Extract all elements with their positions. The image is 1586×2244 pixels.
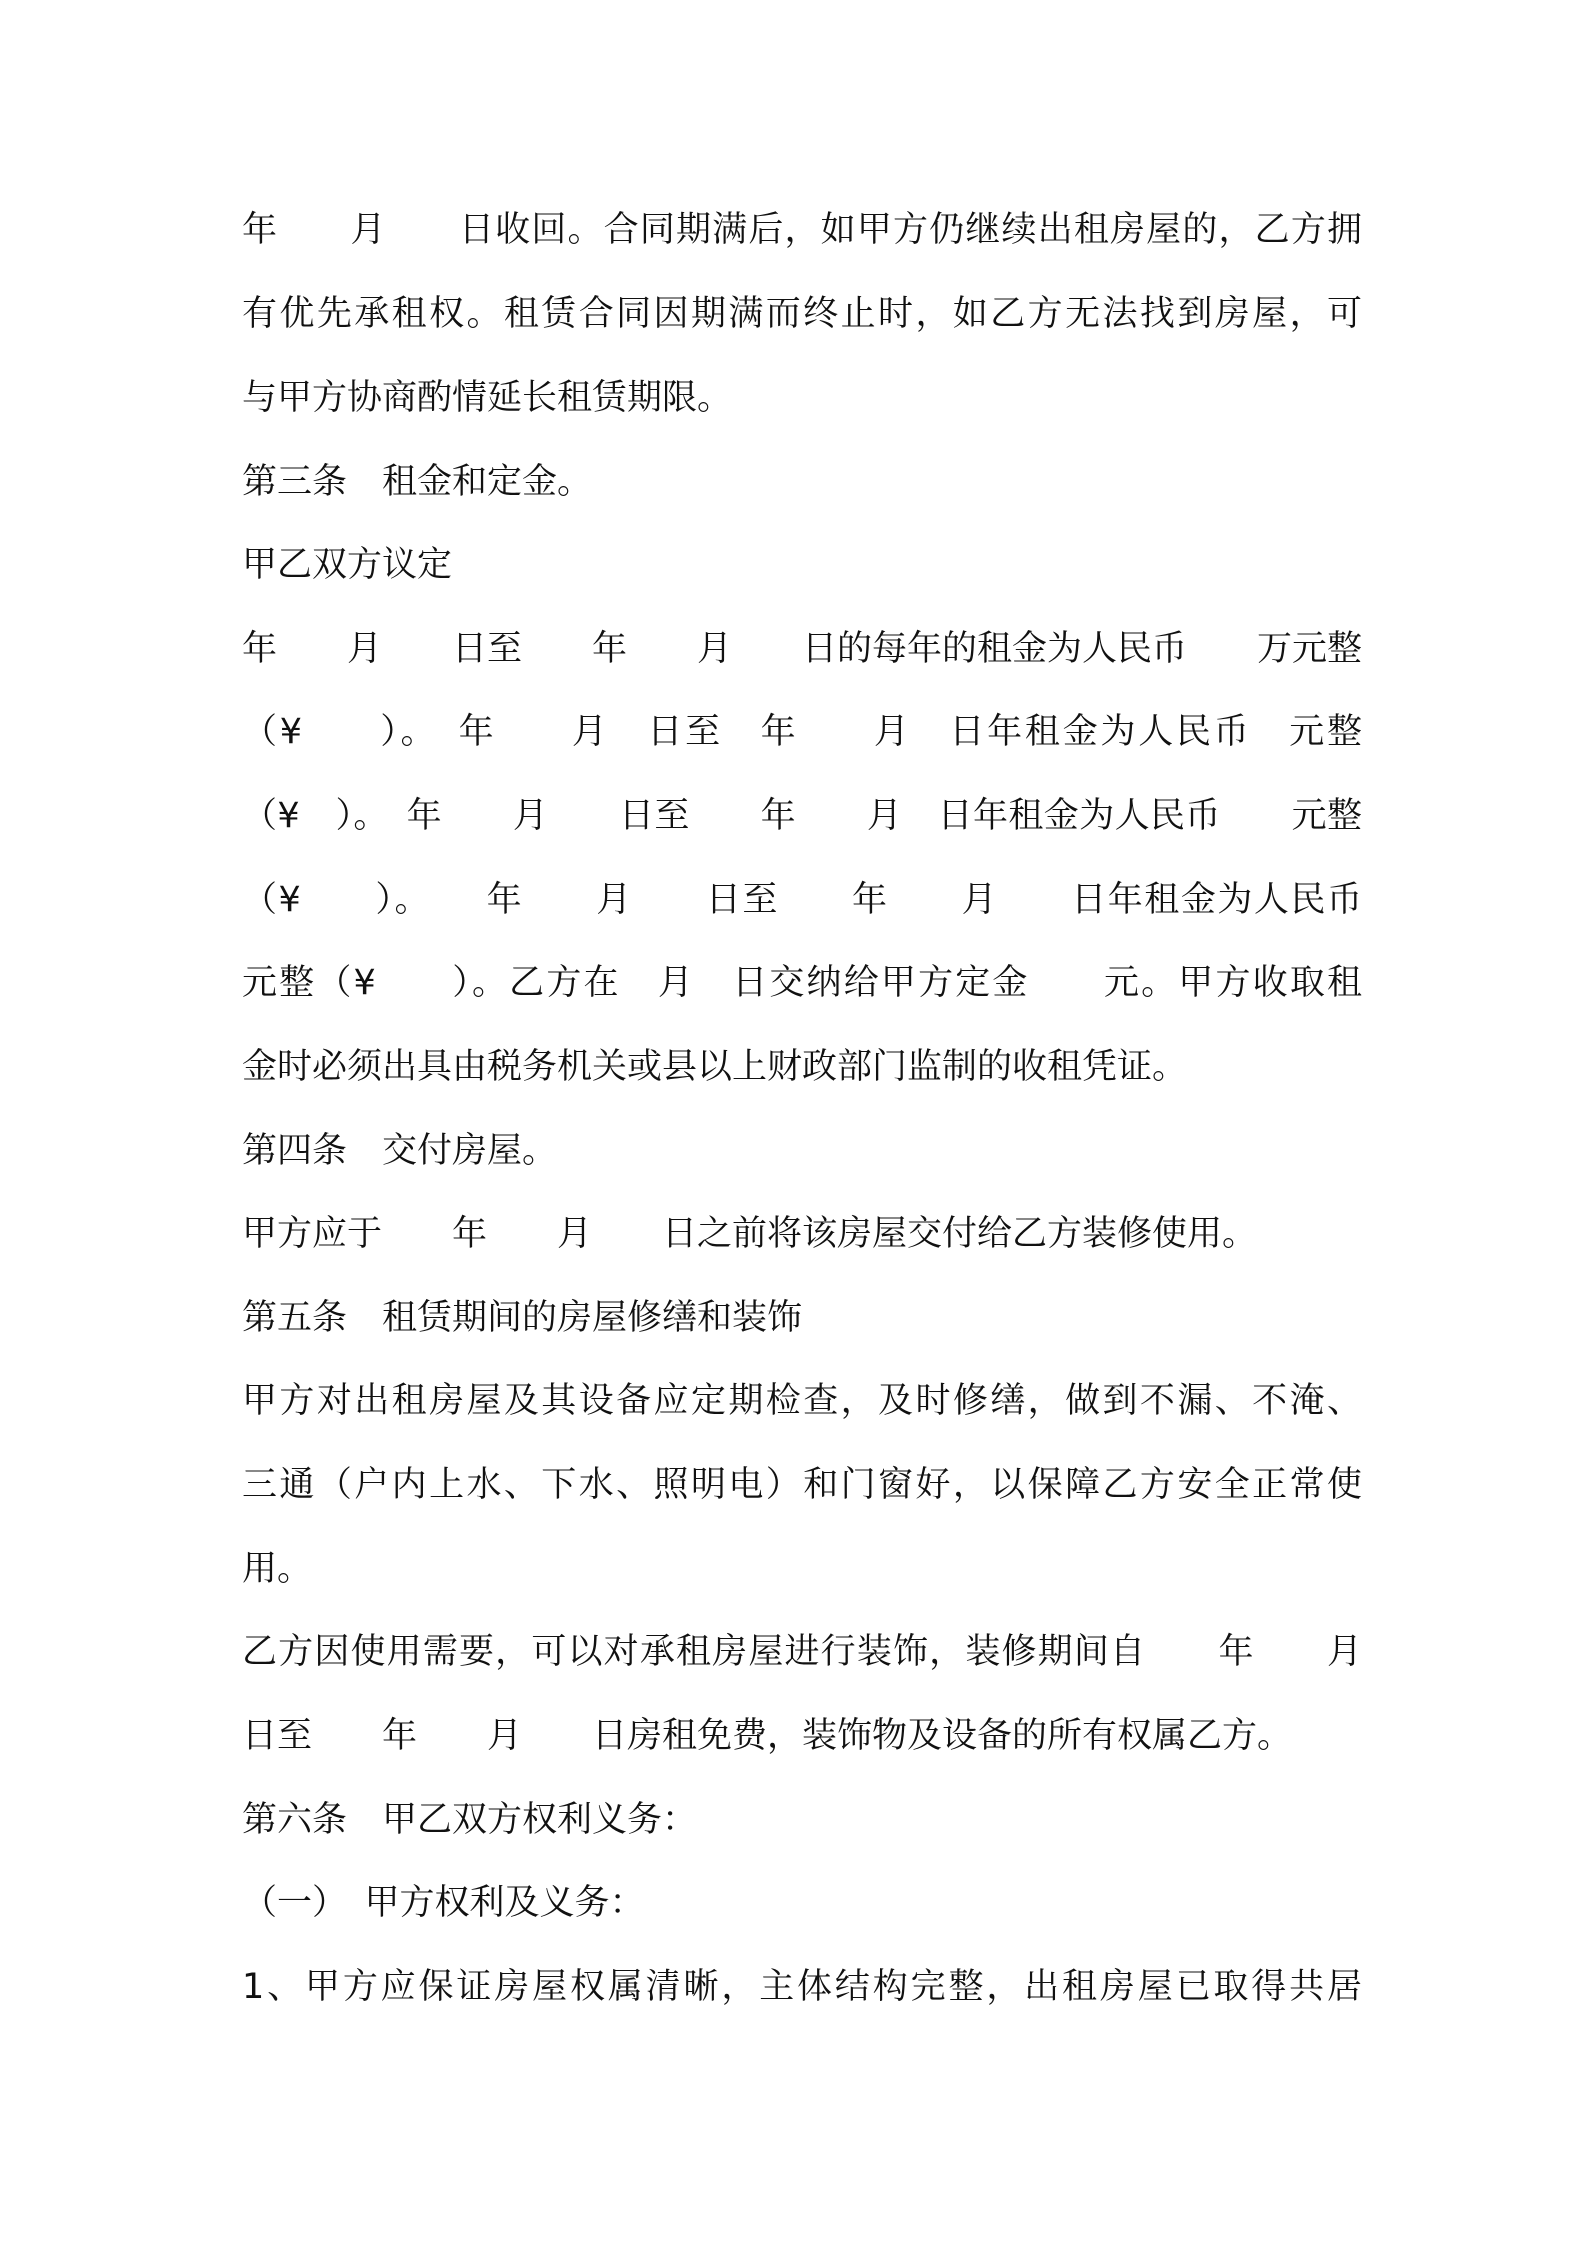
section-heading: 第四条 交付房屋。 — [242, 1131, 558, 1171]
section-heading: 第六条 甲乙双方权利义务： — [242, 1800, 698, 1840]
text-line: 有优先承租权。租赁合同因期满而终止时，如乙方无法找到房屋，可 — [242, 294, 1362, 334]
text-line: （¥ ）。 年 月 日至 年 月 日年租金为人民币 — [242, 880, 1362, 920]
text-line: 日至 年 月 日房租免费，装饰物及设备的所有权属乙方。 — [242, 1716, 1293, 1756]
section-heading: 第三条 租金和定金。 — [242, 462, 593, 502]
text-line: 元整（¥ ）。乙方在 月 日交纳给甲方定金 元。甲方收取租 — [242, 963, 1362, 1003]
text-line: 年 月 日收回。合同期满后，如甲方仍继续出租房屋的，乙方拥 — [242, 210, 1362, 250]
text-line: 三通（户内上水、下水、照明电）和门窗好，以保障乙方安全正常使 — [242, 1465, 1362, 1505]
text-line: 1、甲方应保证房屋权属清晰，主体结构完整，出租房屋已取得共居 — [242, 1967, 1362, 2007]
text-line: 甲方应于 年 月 日之前将该房屋交付给乙方装修使用。 — [242, 1214, 1258, 1254]
text-line: 乙方因使用需要，可以对承租房屋进行装饰，装修期间自 年 月 — [242, 1632, 1362, 1672]
text-line: 用。 — [242, 1549, 313, 1589]
text-line: 甲方对出租房屋及其设备应定期检查，及时修缮，做到不漏、不淹、 — [242, 1381, 1362, 1421]
text-line: 与甲方协商酌情延长租赁期限。 — [242, 378, 733, 418]
section-heading: 第五条 租赁期间的房屋修缮和装饰 — [242, 1298, 803, 1338]
text-line: （¥ ）。 年 月 日至 年 月 日年租金为人民币 元整 — [242, 796, 1362, 836]
text-line: 年 月 日至 年 月 日的每年的租金为人民币 万元整 — [242, 629, 1362, 669]
text-line: 金时必须出具由税务机关或县以上财政部门监制的收租凭证。 — [242, 1047, 1188, 1087]
text-line: （¥ ）。 年 月 日至 年 月 日年租金为人民币 元整 — [242, 712, 1362, 752]
text-line: 甲乙双方议定 — [242, 545, 453, 585]
subsection-heading: （一） 甲方权利及义务： — [242, 1883, 645, 1923]
